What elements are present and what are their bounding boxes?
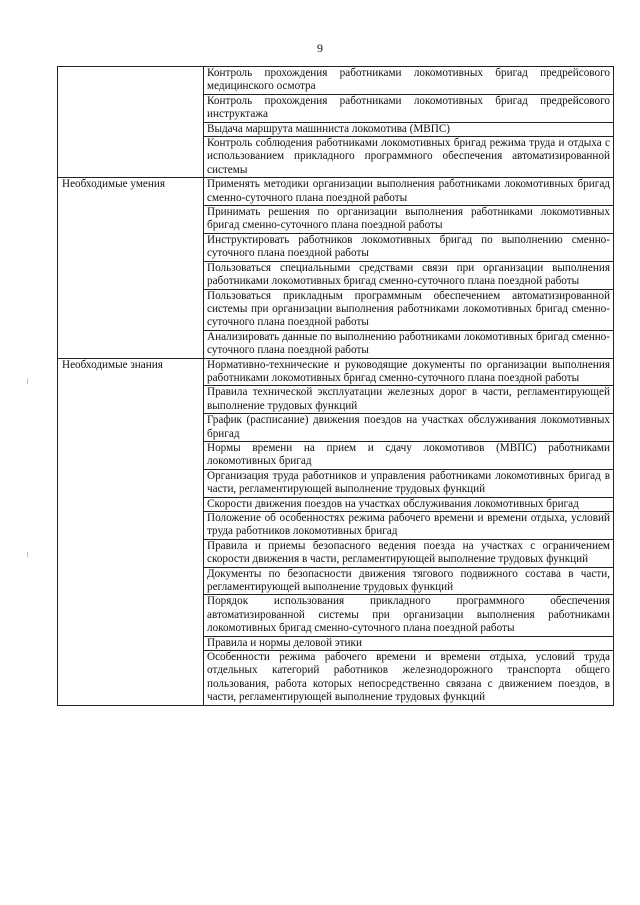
requirement-text: Особенности режима рабочего времени и времени отдыха, условий труда отдельных категорий работников железнодорожного транспорта общего пользования, работа которых непосредственно связана с движением поездов, в части, регламентирующей выполнение трудовых функций [204,651,614,706]
page-number: 9 [317,41,323,55]
requirement-text: Пользоваться специальными средствами связи при организации выполнения работниками локомотивных бригад сменно-суточного плана поездной работы [204,261,614,289]
requirement-text: Принимать решения по организации выполнения работниками локомотивных бригад сменно-суточного плана поездной работы [204,206,614,234]
requirements-table-body [58,67,614,706]
requirement-text: Пользоваться прикладным программным обеспечением автоматизированной системы при организации выполнения работниками локомотивных бригад сменно-суточного плана поездной работы [204,289,614,330]
requirement-text: Правила технической эксплуатации железных дорог в части, регламентирующей выполнение трудовых функций [204,386,614,414]
requirement-text: Скорости движения поездов на участках обслуживания локомотивных бригад [204,497,614,511]
table-row [58,178,614,206]
requirement-text: Применять методики организации выполнения работниками локомотивных бригад сменно-суточного плана поездной работы [204,178,614,206]
requirement-text: Организация труда работников и управления работниками локомотивных бригад в части, регламентирующей выполнение трудовых функций [204,469,614,497]
table-row [58,358,614,386]
scan-artifact-line [27,378,28,384]
section-label: Необходимые знания [58,358,204,705]
requirement-text: Порядок использования прикладного программного обеспечения автоматизированной системы при организации выполнения работниками локомотивных бригад сменно-суточного плана поездной работы [204,595,614,636]
requirement-text: Контроль соблюдения работниками локомотивных бригад режима труда и отдыха с использованием прикладного программного обеспечения автоматизированной системы [204,137,614,178]
requirement-text: Документы по безопасности движения тягового подвижного состава в части, регламентирующей выполнение трудовых функций [204,567,614,595]
requirement-text: График (расписание) движения поездов на участках обслуживания локомотивных бригад [204,414,614,442]
requirement-text: Анализировать данные по выполнению работниками локомотивных бригад сменно-суточного плана поездной работы [204,330,614,358]
requirement-text: Нормы времени на прием и сдачу локомотивов (МВПС) работниками локомотивных бригад [204,441,614,469]
table-row [58,67,614,95]
requirement-text: Инструктировать работников локомотивных бригад по выполнению сменно-суточного плана поездной работы [204,233,614,261]
requirement-text: Выдача маршрута машиниста локомотива (МВПС) [204,122,614,136]
requirement-text: Нормативно-технические и руководящие документы по организации выполнения работниками локомотивных бригад сменно-суточного плана поездной работы [204,358,614,386]
requirement-text: Правила и нормы деловой этики [204,636,614,650]
requirement-text: Контроль прохождения работниками локомотивных бригад предрейсового инструктажа [204,94,614,122]
requirement-text: Правила и приемы безопасного ведения поезда на участках с ограничением скорости движения в части, регламентирующей выполнение трудовых функций [204,539,614,567]
requirement-text: Контроль прохождения работниками локомотивных бригад предрейсового медицинского осмотра [204,67,614,95]
scan-artifact-line [27,552,28,557]
requirements-table [57,66,614,706]
section-label: Необходимые умения [58,178,204,358]
requirement-text: Положение об особенностях режима рабочего времени и времени отдыха, условий труда работников локомотивных бригад [204,512,614,540]
section-label [58,67,204,178]
